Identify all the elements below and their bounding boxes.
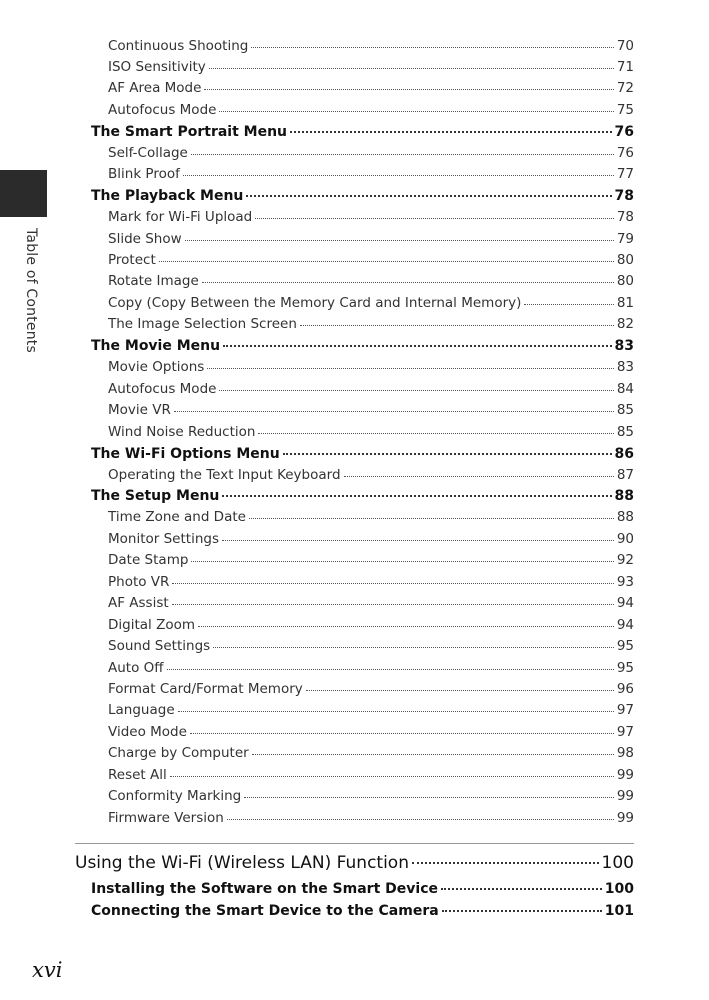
toc-entry[interactable]: [91, 879, 634, 897]
side-tab-label: Table of Contents: [23, 228, 39, 353]
chapter-divider: [75, 843, 634, 844]
toc-leader-dots: [300, 315, 614, 329]
toc-entry-title: Protect: [108, 252, 156, 268]
toc-entry[interactable]: [108, 358, 634, 376]
toc-entry-page: 86: [614, 445, 634, 462]
toc-entry[interactable]: [108, 808, 634, 826]
toc-leader-dots: [344, 465, 614, 479]
toc-leader-dots: [207, 358, 613, 372]
toc-entry-title: Installing the Software on the Smart Device: [91, 881, 438, 897]
toc-leader-dots: [524, 293, 613, 307]
toc-entry[interactable]: [108, 272, 634, 290]
toc-entry-page: 88: [616, 509, 634, 526]
toc-entry-title: Wind Noise Reduction: [108, 423, 256, 440]
toc-leader-dots: [172, 572, 613, 586]
toc-entry[interactable]: [108, 680, 634, 698]
toc-leader-dots: [249, 508, 614, 522]
toc-entry-title: ISO Sensitivity: [108, 58, 206, 75]
toc-entry[interactable]: [91, 901, 634, 919]
toc-leader-dots: [219, 379, 613, 393]
toc-entry-page: 99: [616, 809, 634, 826]
toc-entry-page: 84: [616, 380, 634, 397]
toc-entry-page: 100: [604, 881, 634, 897]
toc-leader-dots: [198, 615, 614, 629]
toc-leader-dots: [202, 272, 614, 286]
toc-entry[interactable]: [91, 486, 634, 504]
toc-leader-dots: [219, 100, 613, 114]
toc-entry-title: The Image Selection Screen: [108, 316, 297, 333]
toc-entry-page: 76: [614, 123, 634, 140]
toc-leader-dots: [191, 551, 613, 565]
toc-entry-title: The Smart Portrait Menu: [91, 123, 288, 140]
toc-entry[interactable]: [91, 186, 634, 204]
toc-leader-dots: [222, 529, 614, 543]
toc-entry-page: 78: [614, 188, 634, 205]
toc-entry-title: The Setup Menu: [91, 488, 220, 505]
toc-entry-page: 92: [616, 552, 634, 569]
toc-entry-title: Language: [108, 702, 175, 719]
toc-entry-page: 83: [616, 359, 634, 376]
toc-entry-title: Blink Proof: [108, 166, 180, 183]
toc-entry-title: Auto Off: [108, 659, 164, 676]
toc-entry-page: 95: [616, 659, 634, 676]
toc-entry-title: Slide Show: [108, 230, 182, 247]
toc-entry-page: 97: [616, 702, 634, 719]
toc-entry[interactable]: [108, 57, 634, 75]
toc-leader-dots: [227, 808, 614, 822]
toc-entry-title: Movie Options: [108, 359, 205, 376]
toc-entry-page: 96: [616, 681, 634, 697]
toc-entry-page: 80: [616, 252, 634, 268]
toc-entry-title: Conformity Marking: [108, 788, 242, 805]
toc-entry-page: 85: [616, 423, 634, 440]
toc-leader-dots: [190, 722, 614, 736]
toc-entry-page: 101: [604, 903, 634, 919]
toc-entry-page: 71: [616, 58, 634, 75]
toc-leader-dots: [167, 658, 614, 672]
toc-entry-title: Movie VR: [108, 402, 171, 419]
toc-entry[interactable]: [108, 165, 634, 183]
toc-entry-title: Self-Collage: [108, 144, 188, 161]
toc-entry-page: 94: [616, 616, 634, 633]
toc-entry-title: Date Stamp: [108, 552, 189, 569]
toc-entry-page: 79: [616, 230, 634, 247]
toc-entry-title: AF Area Mode: [108, 80, 202, 97]
toc-entry[interactable]: [108, 637, 634, 655]
toc-leader-dots: [442, 901, 602, 915]
toc-entry[interactable]: [91, 336, 634, 354]
toc-entry-page: 75: [616, 101, 634, 118]
toc-entry-title: Sound Settings: [108, 638, 211, 655]
toc-leader-dots: [306, 680, 614, 694]
toc-entry-page: 70: [616, 37, 634, 54]
toc-entry[interactable]: [108, 422, 634, 440]
toc-leader-dots: [223, 336, 611, 350]
toc-entry[interactable]: [91, 122, 634, 140]
toc-leader-dots: [244, 787, 614, 801]
toc-leader-dots: [191, 143, 614, 157]
toc-entry-page: 99: [616, 766, 634, 783]
toc-chapter-title: Using the Wi-Fi (Wireless LAN) Function: [75, 853, 409, 873]
toc-entry-title: Autofocus Mode: [108, 380, 217, 397]
toc-leader-dots: [251, 36, 613, 50]
toc-leader-dots: [174, 401, 614, 415]
toc-entry-title: Firmware Version: [108, 809, 224, 826]
toc-entry-title: Format Card/Format Memory: [108, 681, 303, 697]
toc-entry-page: 90: [616, 530, 634, 547]
toc-entry[interactable]: [108, 100, 634, 118]
toc-entry-page: 99: [616, 788, 634, 805]
toc-entry-page: 83: [614, 338, 634, 355]
toc-entry-title: The Playback Menu: [91, 188, 244, 205]
toc-leader-dots: [213, 637, 614, 651]
toc-leader-dots: [185, 229, 614, 243]
toc-leader-dots: [209, 57, 614, 71]
toc-entry[interactable]: [108, 529, 634, 547]
toc-entry-title: Photo VR: [108, 573, 170, 590]
toc-leader-dots: [290, 122, 611, 136]
toc-leader-dots: [183, 165, 614, 179]
toc-leader-dots: [258, 422, 613, 436]
toc-chapter-entry[interactable]: [75, 851, 634, 873]
toc-entry-title: Copy (Copy Between the Memory Card and Internal Memory): [108, 294, 522, 311]
toc-entry[interactable]: [108, 293, 634, 311]
toc-entry-page: 93: [616, 573, 634, 590]
toc-entry-page: 77: [616, 166, 634, 183]
toc-entry[interactable]: [108, 744, 634, 762]
toc-entry[interactable]: [108, 701, 634, 719]
toc-entry[interactable]: [108, 251, 634, 269]
toc-entry-page: 81: [616, 294, 634, 311]
toc-leader-dots: [172, 594, 614, 608]
toc-entry-title: Monitor Settings: [108, 530, 219, 547]
toc-entry[interactable]: [108, 229, 634, 247]
toc-entry[interactable]: [91, 444, 634, 462]
toc-entry[interactable]: [108, 379, 634, 397]
toc-entry-title: Rotate Image: [108, 273, 199, 290]
toc-entry-page: 78: [616, 209, 634, 226]
toc-entry-title: Continuous Shooting: [108, 37, 249, 54]
toc-leader-dots: [178, 701, 614, 715]
toc-entry-page: 95: [616, 638, 634, 655]
toc-leader-dots: [412, 851, 599, 868]
toc-entry[interactable]: [108, 551, 634, 569]
toc-leader-dots: [204, 79, 613, 93]
toc-leader-dots: [441, 879, 602, 893]
toc-entry-title: Digital Zoom: [108, 616, 195, 633]
toc-entry[interactable]: [108, 143, 634, 161]
toc-entry-title: Connecting the Smart Device to the Camera: [91, 903, 439, 919]
toc-chapter-page: 100: [601, 853, 634, 873]
toc-entry-page: 88: [614, 488, 634, 505]
toc-entry-page: 94: [616, 595, 634, 612]
toc-entry-page: 97: [616, 723, 634, 740]
toc-entry-title: Charge by Computer: [108, 745, 249, 762]
toc-entry-title: Video Mode: [108, 723, 187, 740]
toc-entry-title: Mark for Wi-Fi Upload: [108, 209, 253, 226]
toc-entry-title: The Wi-Fi Options Menu: [91, 445, 280, 462]
toc-leader-dots: [170, 765, 614, 779]
toc-entry-page: 85: [616, 402, 634, 419]
side-tab-marker: [0, 170, 47, 217]
toc-entry[interactable]: [108, 79, 634, 97]
toc-entry-page: 98: [616, 745, 634, 762]
toc-entry-title: The Movie Menu: [91, 338, 221, 355]
toc-entry[interactable]: [108, 572, 634, 590]
toc-entry[interactable]: [108, 465, 634, 483]
toc-leader-dots: [283, 444, 612, 458]
toc-entry-title: Time Zone and Date: [108, 509, 246, 526]
toc-entry[interactable]: [108, 508, 634, 526]
toc-entry[interactable]: [108, 615, 634, 633]
toc-entry[interactable]: [108, 722, 634, 740]
toc-entry[interactable]: [108, 765, 634, 783]
toc-entry-title: Reset All: [108, 766, 167, 783]
toc-entry-title: Autofocus Mode: [108, 101, 217, 118]
toc-leader-dots: [252, 744, 614, 758]
toc-entry-page: 82: [616, 316, 634, 333]
toc-leader-dots: [255, 208, 614, 222]
toc-entry-page: 80: [616, 273, 634, 290]
toc-entry[interactable]: [108, 315, 634, 333]
toc-leader-dots: [222, 486, 611, 500]
toc-entry-title: AF Assist: [108, 595, 169, 612]
toc-leader-dots: [159, 251, 614, 265]
toc-entry[interactable]: [108, 658, 634, 676]
toc-entry[interactable]: [108, 401, 634, 419]
page-number: xvi: [32, 958, 63, 982]
toc-entry-page: 72: [616, 80, 634, 97]
toc-entry-page: 87: [616, 466, 634, 483]
toc-entry[interactable]: [108, 787, 634, 805]
toc-entry[interactable]: [108, 208, 634, 226]
toc-entry[interactable]: [108, 594, 634, 612]
toc-entry[interactable]: [108, 36, 634, 54]
toc-entry-page: 76: [616, 144, 634, 161]
toc-leader-dots: [246, 186, 611, 200]
toc-entry-title: Operating the Text Input Keyboard: [108, 466, 341, 483]
